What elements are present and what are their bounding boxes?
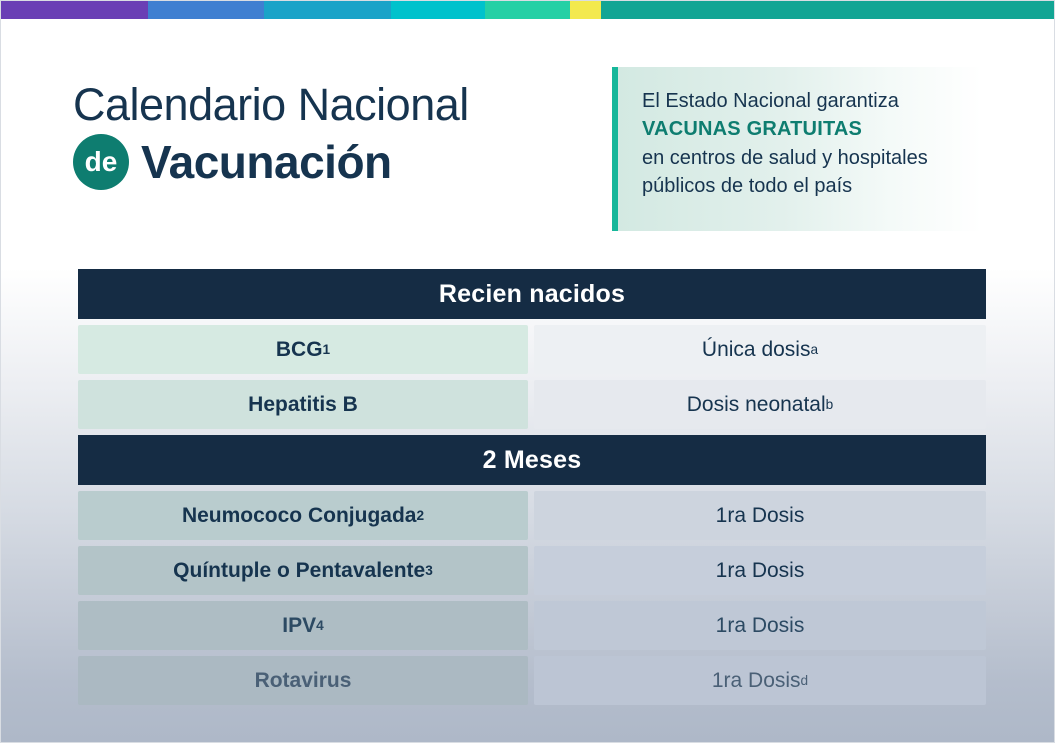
table-row	[78, 491, 986, 540]
table-row	[78, 380, 986, 429]
vaccine-name-cell	[78, 325, 528, 374]
table-row	[78, 656, 986, 705]
dose-label: 1ra Dosis	[715, 558, 805, 582]
color-bar-segment-7	[601, 1, 1054, 19]
note-line-2: en centros de salud y hospitales	[642, 146, 928, 169]
dose-footnote: b	[825, 397, 834, 412]
page-title	[73, 81, 593, 190]
color-bar-segment-6	[570, 1, 602, 19]
dose-cell	[534, 601, 986, 650]
header	[1, 63, 1054, 243]
vaccine-name: BCG	[275, 337, 323, 361]
note-highlight: VACUNAS GRATUITAS	[642, 118, 863, 141]
dose-label: 1ra Dosis	[715, 503, 805, 527]
title-line-1: Calendario Nacional	[73, 79, 469, 130]
color-bar-segment-1	[1, 1, 148, 19]
vaccine-name-cell	[78, 380, 528, 429]
color-bar-segment-2	[148, 1, 264, 19]
color-bar-segment-5	[485, 1, 569, 19]
vaccine-footnote: 3	[425, 563, 433, 578]
table-row	[78, 325, 986, 374]
table-row	[78, 546, 986, 595]
vaccine-name-cell	[78, 546, 528, 595]
dose-footnote: d	[800, 673, 809, 688]
title-word: Vacunación	[141, 136, 392, 189]
dose-cell	[534, 491, 986, 540]
vaccine-name-cell	[78, 491, 528, 540]
table-row	[78, 601, 986, 650]
dose-label: Única dosis	[701, 337, 811, 361]
dose-cell	[534, 325, 986, 374]
section-header-newborn: Recien nacidos	[78, 269, 986, 319]
dose-cell	[534, 656, 986, 705]
vaccine-name-cell	[78, 656, 528, 705]
dose-label: 1ra Dosis	[715, 613, 805, 637]
vaccine-name: Hepatitis B	[248, 392, 358, 416]
vaccine-footnote: 1	[322, 342, 331, 357]
note-line-1: El Estado Nacional garantiza	[642, 90, 899, 112]
dose-cell	[534, 546, 986, 595]
vaccine-footnote: 2	[416, 508, 425, 523]
dose-cell	[534, 380, 986, 429]
vaccine-name: Neumococo Conjugada	[181, 503, 417, 527]
vaccine-name: Rotavirus	[254, 668, 352, 692]
color-bar-segment-4	[391, 1, 486, 19]
vaccination-schedule-table	[78, 269, 986, 711]
section-header-2-months: 2 Meses	[78, 435, 986, 485]
vaccine-name: Quíntuple o Pentavalente	[173, 558, 426, 582]
dose-footnote: a	[810, 342, 819, 357]
dose-label: Dosis neonatal	[686, 392, 826, 416]
de-badge: de	[73, 134, 129, 190]
note-line-3: públicos de todo el país	[642, 175, 853, 198]
title-line-2	[73, 134, 593, 190]
free-vaccines-note	[612, 67, 982, 231]
vaccine-footnote: 4	[316, 618, 324, 633]
vaccine-name-cell	[78, 601, 528, 650]
decorative-color-bar	[1, 1, 1054, 19]
vaccine-name: IPV	[282, 613, 317, 637]
color-bar-segment-3	[264, 1, 390, 19]
dose-label: 1ra Dosis	[711, 668, 801, 692]
